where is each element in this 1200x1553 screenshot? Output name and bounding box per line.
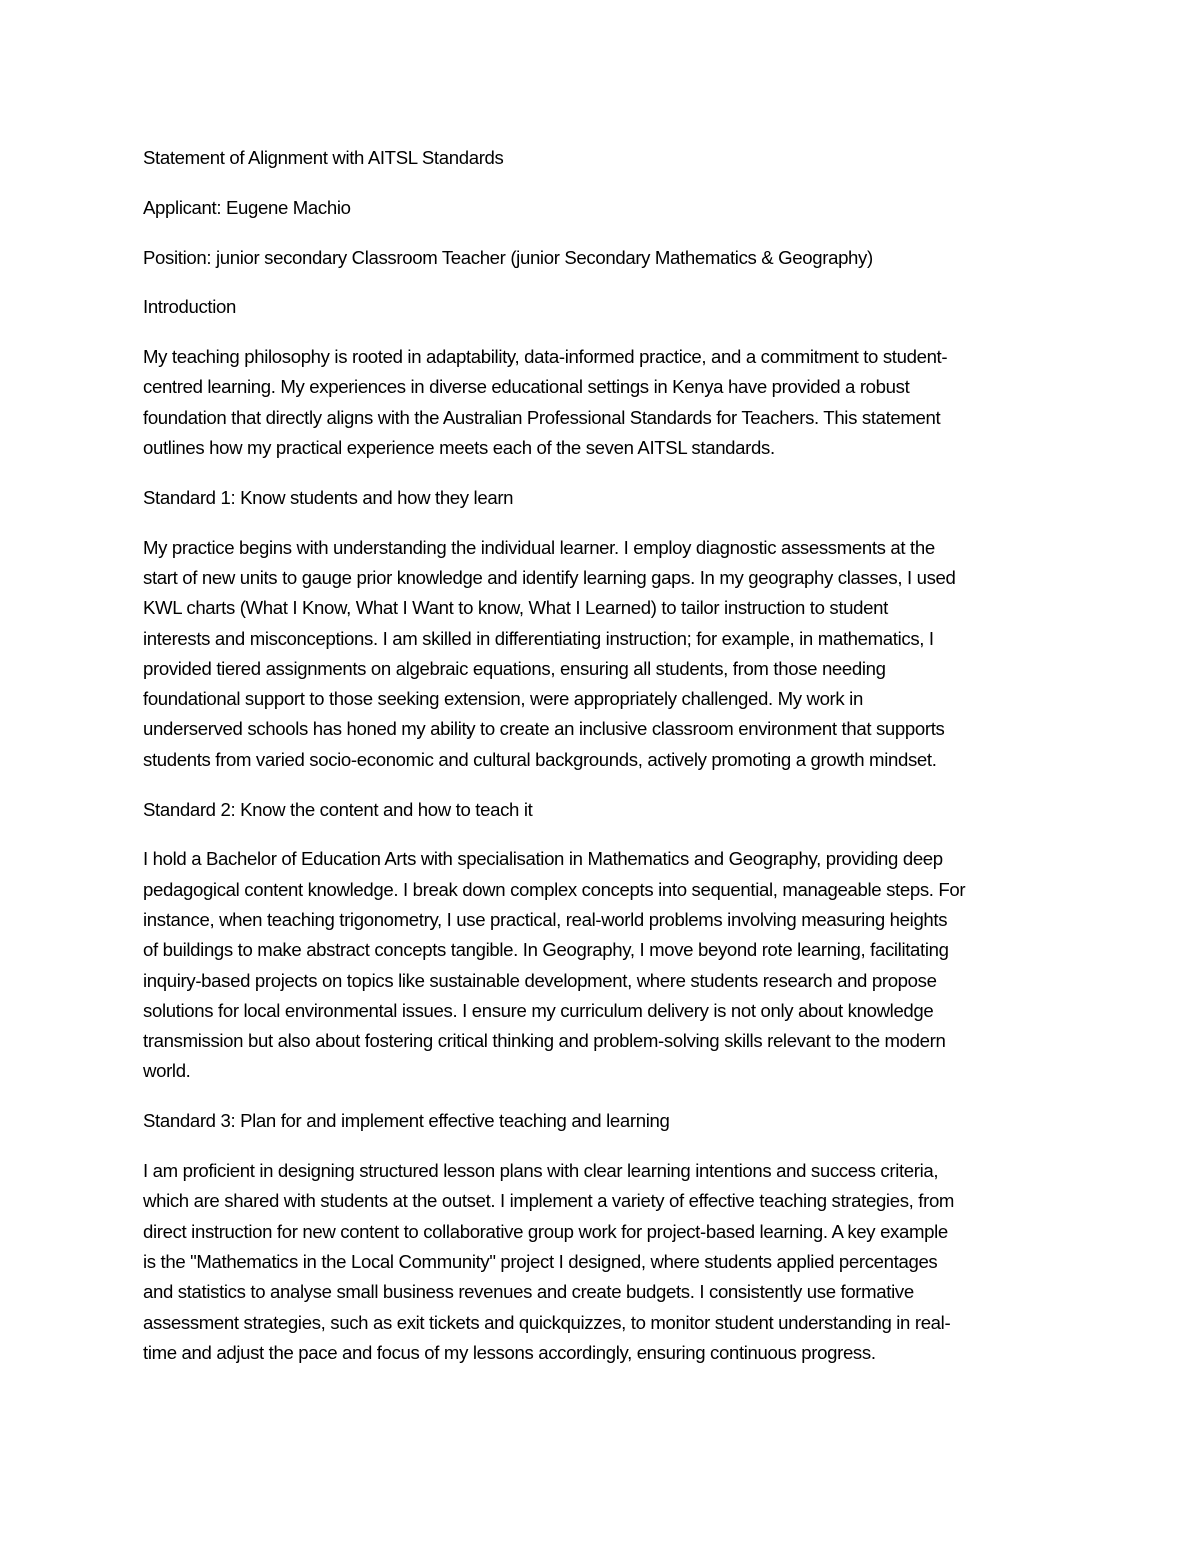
paragraph-line: outlines how my practical experience meets each of the seven AITSL standards. [143,437,775,459]
paragraph-line: My practice begins with understanding the individual learner. I employ diagnostic assessments at the [143,536,935,558]
paragraph-line: foundation that directly aligns with the Australian Professional Standards for Teachers. This statement [143,406,941,428]
paragraph-line: world. [143,1060,191,1082]
paragraph-line: centred learning. My experiences in diverse educational settings in Kenya have provided a robust [143,376,910,398]
paragraph-line: and statistics to analyse small business revenues and create budgets. I consistently use formative [143,1281,914,1303]
paragraph-line: inquiry-based projects on topics like sustainable development, where students research and propose [143,969,937,991]
paragraph-line: KWL charts (What I Know, What I Want to know, What I Learned) to tailor instruction to student [143,597,888,619]
standard-1-paragraph [143,533,1061,775]
paragraph-line: which are shared with students at the outset. I implement a variety of effective teaching strategies, from [143,1190,955,1212]
paragraph-line: start of new units to gauge prior knowledge and identify learning gaps. In my geography classes, I used [143,566,956,588]
standard-3-heading: Standard 3: Plan for and implement effective teaching and learning [143,1110,670,1132]
paragraph-line: I hold a Bachelor of Education Arts with specialisation in Mathematics and Geography, providing deep [143,848,943,870]
paragraph-line: foundational support to those seeking extension, were appropriately challenged. My work in [143,688,863,710]
document-body [143,143,1061,1388]
paragraph-line: pedagogical content knowledge. I break down complex concepts into sequential, manageable steps. For [143,878,966,900]
standard-3-paragraph [143,1156,1061,1368]
paragraph-line: transmission but also about fostering critical thinking and problem-solving skills relevant to the modern [143,1030,946,1052]
paragraph-line: time and adjust the pace and focus of my lessons accordingly, ensuring continuous progress. [143,1341,876,1363]
standard-1-heading: Standard 1: Know students and how they learn [143,486,514,508]
paragraph-line: My teaching philosophy is rooted in adaptability, data-informed practice, and a commitment to student- [143,346,948,368]
applicant-line: Applicant: Eugene Machio [143,196,351,218]
paragraph-line: I am proficient in designing structured lesson plans with clear learning intentions and success criteria, [143,1160,939,1182]
paragraph-line: provided tiered assignments on algebraic equations, ensuring all students, from those needing [143,657,886,679]
standard-2-paragraph [143,844,1061,1086]
document-title: Statement of Alignment with AITSL Standards [143,147,504,168]
paragraph-line: direct instruction for new content to collaborative group work for project-based learning. A key example [143,1220,948,1242]
paragraph-line: of buildings to make abstract concepts tangible. In Geography, I move beyond rote learning, facilitating [143,939,949,961]
paragraph-line: students from varied socio-economic and cultural backgrounds, actively promoting a growth mindset. [143,748,937,770]
paragraph-line: assessment strategies, such as exit tickets and quickquizzes, to monitor student understanding in real- [143,1311,951,1333]
paragraph-line: is the "Mathematics in the Local Community" project I designed, where students applied percentages [143,1250,938,1272]
paragraph-line: instance, when teaching trigonometry, I use practical, real-world problems involving measuring heights [143,908,948,930]
paragraph-line: solutions for local environmental issues. I ensure my curriculum delivery is not only about knowledge [143,999,934,1021]
introduction-heading: Introduction [143,296,236,318]
paragraph-line: underserved schools has honed my ability to create an inclusive classroom environment that supports [143,718,945,740]
introduction-paragraph [143,342,1061,463]
paragraph-line: interests and misconceptions. I am skilled in differentiating instruction; for example, in mathematics, I [143,627,934,649]
standard-2-heading: Standard 2: Know the content and how to teach it [143,798,533,820]
position-line: Position: junior secondary Classroom Teacher (junior Secondary Mathematics & Geography) [143,246,873,268]
